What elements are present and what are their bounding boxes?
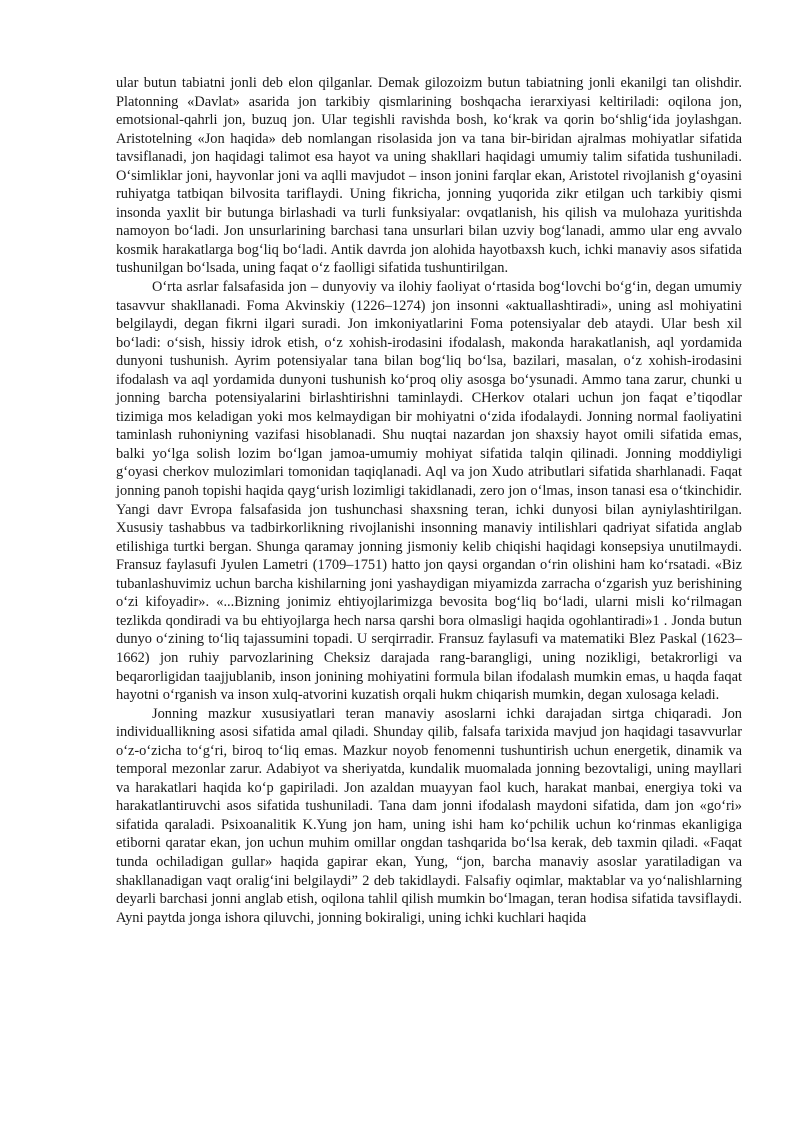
document-page xyxy=(116,74,742,927)
paragraph-2: Oʻrta asrlar falsafasida jon – dunyoviy va ilohiy faoliyat oʻrtasida bogʻlovchi boʻgʻin, degan umumiy tasavvur shakllanadi. Foma Akvinskiy (1226–1274) jon insonni «aktuallashtiradi», uning asl mohiyatini belgilaydi, degan fikrni ilgari suradi. Jon imkoniyatlarini Foma potensiyalar deb ataydi. Ular besh xil boʻladi: oʻsish, hissiy idrok etish, oʻz xohish-irodasini ifodalash, makonda harakatlanish, aql yordamida dunyoni tushunish. Ayrim potensiyalar tana bilan bogʻliq boʻlsa, bazilari, masalan, oʻz xohish-irodasini ifodalash va aql yordamida dunyoni tushunish koʻproq oliy asosga boʻysunadi. Ammo tana zarur, chunki u jonning barcha potensiyalarini birlashtirishni taminlaydi. CHerkov otalari uchun jon faqat eʼtiqodlar tizimiga mos keladigan yoki mos kelmaydigan bir mohiyatni oʻzida ifodalaydi. Jonning normal faoliyatini taminlash ruhoniyning vazifasi hisoblanadi. Shu nuqtai nazardan jon shaxsiy hayot omili sifatida emas, balki yoʻlga solish lozim boʻlgan jamoa-umumiy mohiyat sifatida talqin qilinadi. Jonning moddiyligi gʻoyasi cherkov mulozimlari tomonidan taqiqlanadi. Aql va jon Xudo atributlari sifatida sharhlanadi. Faqat jonning panoh topishi haqida qaygʻurish lozimligi takidlanadi, zero jon oʻlmas, inson tanasi esa oʻtkinchidir. Yangi davr Evropa falsafasida jon tushunchasi shaxsning teran, ichki dunyosi bilan ayniylashtirilgan. Xususiy tashabbus va tadbirkorlikning rivojlanishi insonning manaviy intilishlari qadriyat sifatida anglab etilishiga turtki bergan. Shunga qaramay jonning jismoniy kelib chiqishi haqidagi konsepsiya unutilmaydi. Fransuz faylasufi Jyulen Lametri (1709–1751) hatto jon qaysi organdan oʻrin olishini ham koʻrsatadi. «Biz tubanlashuvimiz uchun barcha kishilarning joni yashaydigan miyamizda zarracha oʻzgarish yuz berishining oʻzi kifoyadir». «...Bizning jonimiz ehtiyojlarimizga bevosita bogʻliq boʻladi, ularni misli koʻrilmagan tezlikda qondiradi va bu ehtiyojlarga hech narsa qarshi bora olmasligi haqida ogohlantiradi»1 . Jonda butun dunyo oʻzining toʻliq tajassumini topadi. U serqirradir. Fransuz faylasufi va matematiki Blez Paskal (1623–1662) jon ruhiy parvozlarining Cheksiz darajada rang-barangligi, uning nozikligi, betakrorligi va beqarorligidan taajjublanib, inson jonining mohiyatini formula bilan ifodalash mumkin emas, u haqda faqat hayotni oʻrganish va inson xulq-atvorini kuzatish orqali hukm chiqarish mumkin, degan xulosaga keladi. xyxy=(116,279,742,704)
paragraph-1: ular butun tabiatni jonli deb elon qilganlar. Demak gilozoizm butun tabiatning jonli ekanilgi tan olishdir. Platonning «Davlat» asarida jon tarkibiy qismlarining boshqacha ierarxiyasi keltiriladi: oqilona jon, emotsional-qahrli jon, buzuq jon. Ular tegishli ravishda bosh, koʻkrak va qorin boʻshligʻida joylashgan. Aristotelning «Jon haqida» deb nomlangan risolasida jon va tana bir-biridan ajralmas mohiyatlar sifatida tavsiflanadi, jon haqidagi talimot esa hayot va uning shakllari haqidagi umumiy talim sifatida tushuniladi. Oʻsimliklar joni, hayvonlar joni va aqlli mavjudot – inson jonini farqlar ekan, Aristotel rivojlanish gʻoyasini ruhiyatga tatbiqan bilvosita tariflaydi. Uning fikricha, jonning yuqorida zikr etilgan uch tarkibiy qismi insonda yaxlit bir butunga birlashadi va turli funksiyalar: ovqatlanish, his qilish va mulohaza yuritishda namoyon boʻladi. Jon unsurlarining barchasi tana unsurlari bilan uzviy bogʻlanadi, ammo ular eng avvalo kosmik harakatlarga bogʻliq boʻladi. Antik davrda jon alohida hayotbaxsh kuch, ichki manaviy asos sifatida tushunilgan boʻlsada, uning faqat oʻz faolligi sifatida tushuntirilgan. xyxy=(116,75,742,277)
paragraph-3: Jonning mazkur xususiyatlari teran manaviy asoslarni ichki darajadan sirtga chiqaradi. Jon individuallikning asosi sifatida amal qiladi. Shunday qilib, falsafa tarixida mavjud jon haqidagi tasavvurlar oʻz-oʻzicha toʻgʻri, biroq toʻliq emas. Mazkur noyob fenomenni tushuntirish uchun energetik, dinamik va temporal mezonlar zarur. Adabiyot va sheriyatda, kundalik muomalada jonning bezovtaligi, uning mayllari va harakatlari haqida koʻp gapiriladi. Jon azaldan muayyan faol kuch, harakat manbai, energiya toki va harakatlantiruvchi asos sifatida tushuniladi. Tana dam jonni ifodalash maydoni sifatida, dam jon «goʻri» sifatida qaraladi. Psixoanalitik K.Yung jon ham, uning ishi ham koʻpchilik uchun koʻrinmas ekanligiga etiborni qaratar ekan, jon uchun muhim omillar ongdan tashqarida boʻlsa kerak, deb taxmin qiladi. «Faqat tunda ochiladigan gullar» haqida gapirar ekan, Yung, “jon, barcha manaviy asoslar yaratiladigan va shakllanadigan vaqt oraligʻini belgilaydi” 2 deb takidlaydi. Falsafiy oqimlar, maktablar va yoʻnalishlarning deyarli barchasi jonni anglab etish, oqilona tahlil qilish mumkin boʻlmagan, teran hodisa sifatida tavsiflaydi. Ayni paytda jonga ishora qiluvchi, jonning bokiraligi, uning ichki kuchlari haqida xyxy=(116,705,742,926)
